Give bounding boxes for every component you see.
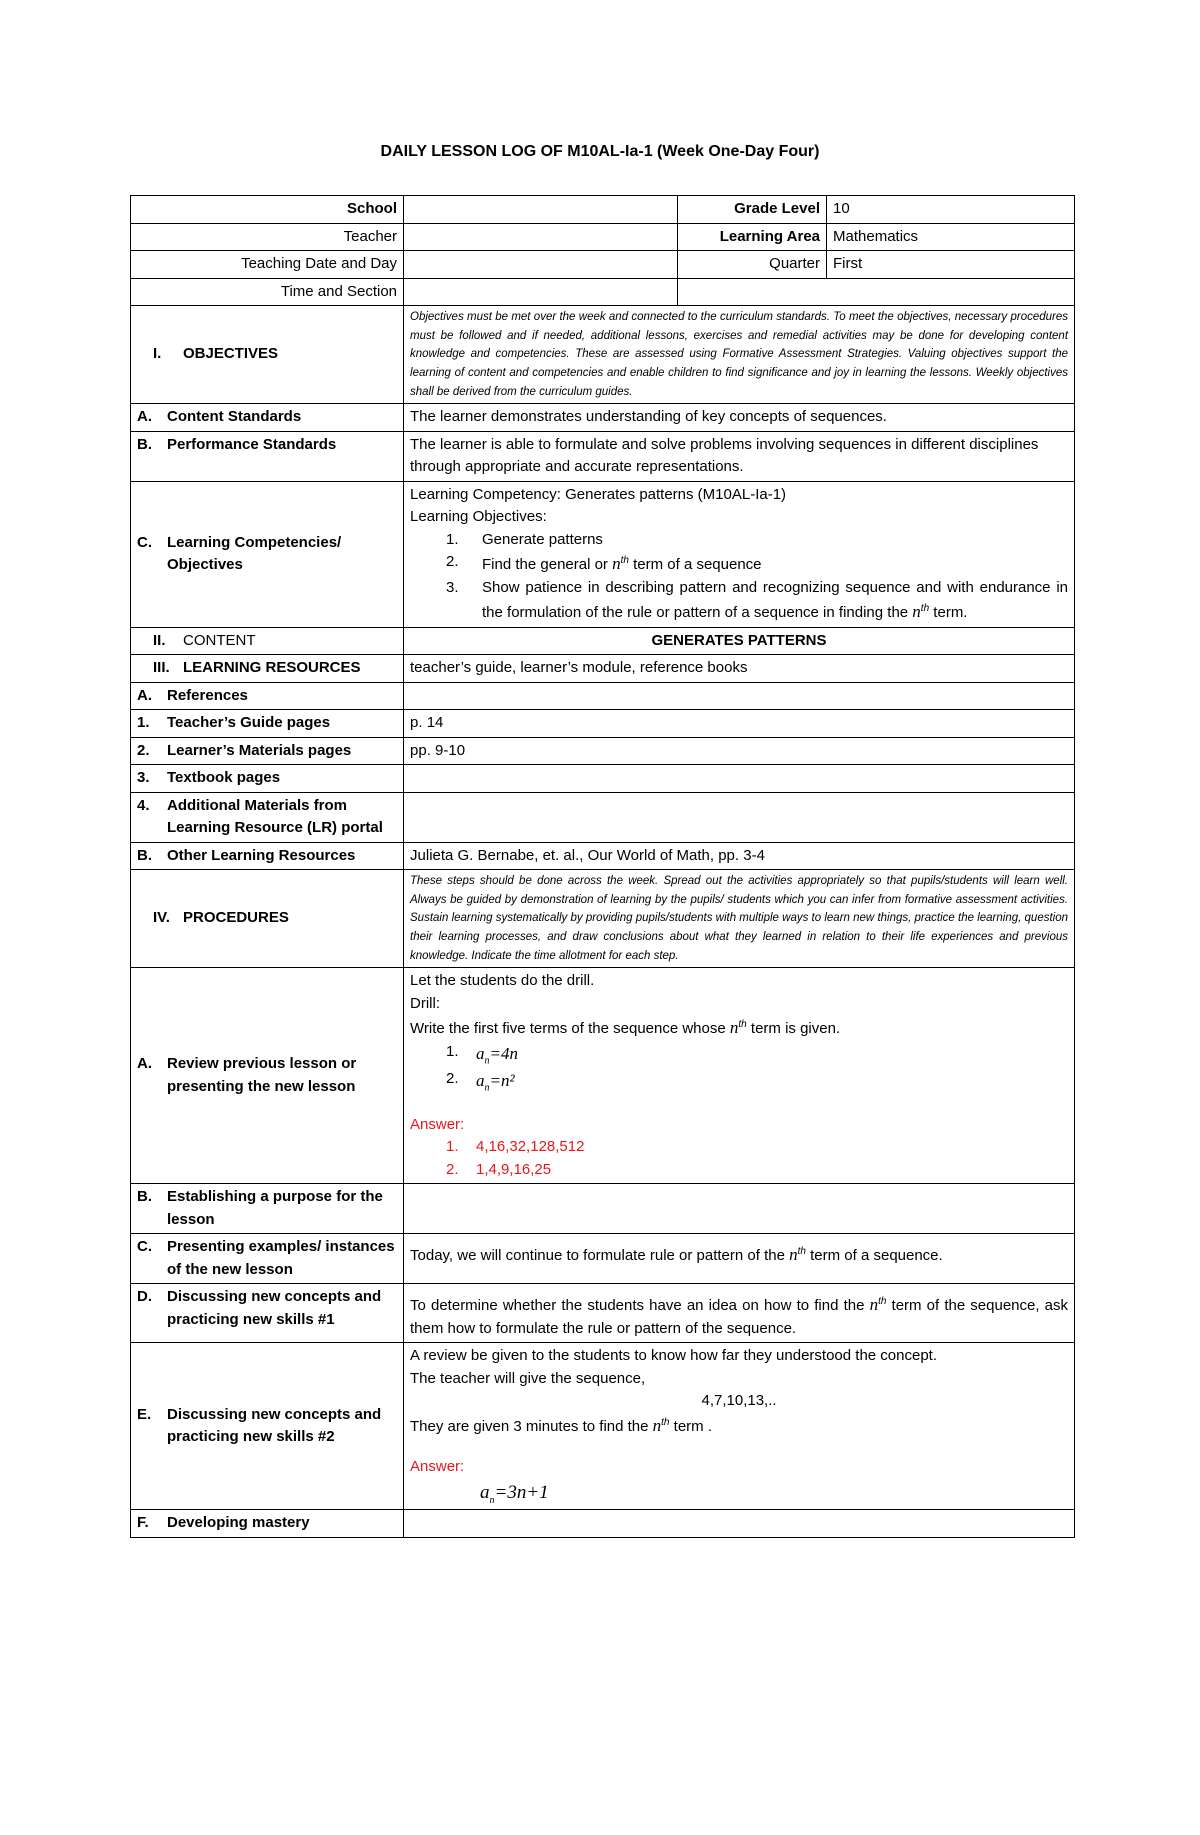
list-item	[410, 529, 1068, 552]
area-label: Learning Area	[678, 223, 827, 251]
item-text-a: Find the general or	[482, 556, 613, 574]
performance-standards-row	[131, 431, 1075, 481]
formula-lhs: a	[480, 1481, 490, 1503]
date-label: Teaching Date and Day	[131, 251, 404, 279]
time-row	[131, 278, 1075, 306]
formula-list	[410, 1041, 1068, 1096]
review-text-b: term is given.	[746, 1020, 841, 1038]
tb-pages-text	[404, 765, 1075, 793]
row-num: III.	[153, 659, 170, 677]
add-materials-text	[404, 792, 1075, 842]
row-num: B.	[137, 1188, 152, 1206]
school-value	[404, 196, 678, 224]
purpose-row	[131, 1184, 1075, 1234]
answer-list	[410, 1136, 1068, 1181]
row-num: IV.	[153, 909, 170, 927]
item-text-a: Show patience in describing pattern and recognizing sequence and with endurance in the formulation of the rule or pattern of a sequence in finding the	[482, 578, 1069, 622]
lm-pages-header	[131, 737, 404, 765]
content-standards-text: The learner demonstrates understanding of key concepts of sequences.	[404, 404, 1075, 432]
tg-pages-text: p. 14	[404, 710, 1075, 738]
objectives-label: OBJECTIVES	[183, 345, 279, 363]
math-var: n	[869, 1295, 879, 1315]
examples-text	[404, 1234, 1075, 1284]
answer-text: 4,16,32,128,512	[476, 1138, 585, 1156]
row-num: A.	[137, 686, 152, 704]
row-label: PROCEDURES	[183, 909, 289, 927]
discuss2-text-b: term .	[669, 1417, 713, 1435]
tg-pages-row	[131, 710, 1075, 738]
competencies-header	[131, 481, 404, 627]
formula-sub: n	[489, 1494, 495, 1506]
procedures-header	[131, 870, 404, 968]
item-text	[482, 577, 1068, 625]
math-sup: th	[620, 555, 629, 567]
resources-row	[131, 655, 1075, 683]
row-num: C.	[137, 533, 152, 551]
performance-standards-header	[131, 431, 404, 481]
answer-label: Answer:	[410, 1115, 465, 1133]
formula	[476, 1068, 515, 1095]
purpose-header	[131, 1184, 404, 1234]
formula-sub: n	[484, 1055, 490, 1067]
row-num: F.	[137, 1514, 149, 1532]
other-resources-text: Julieta G. Bernabe, et. al., Our World of Math, pp. 3-4	[404, 842, 1075, 870]
grade-label: Grade Level	[678, 196, 827, 224]
row-label: Presenting examples/ instances of the new lesson	[167, 1238, 395, 1278]
row-num: B.	[137, 846, 152, 864]
math-sup: th	[920, 603, 930, 615]
examples-row	[131, 1234, 1075, 1284]
tb-pages-row	[131, 765, 1075, 793]
row-label: Learning Competencies/ Objectives	[167, 533, 342, 574]
review-row	[131, 968, 1075, 1184]
time-value-2	[678, 278, 1075, 306]
review-line	[410, 1015, 1068, 1041]
quarter-value: First	[827, 251, 1075, 279]
review-header	[131, 968, 404, 1184]
row-label: Content Standards	[167, 408, 302, 426]
quarter-label: Quarter	[678, 251, 827, 279]
tg-pages-header	[131, 710, 404, 738]
discuss2-line: A review be given to the students to know how far they understood the concept.	[410, 1347, 938, 1365]
date-value	[404, 251, 678, 279]
row-label: Learner’s Materials pages	[167, 741, 352, 759]
objectives-list	[410, 529, 1068, 625]
formula	[476, 1041, 518, 1068]
discuss1-text-b: term of the sequence, ask them how to formulate the rule or pattern of the sequence.	[410, 1297, 1069, 1337]
answer-label: Answer:	[410, 1458, 465, 1476]
row-num: II.	[153, 631, 166, 649]
answer-text: 1,4,9,16,25	[476, 1160, 552, 1178]
other-resources-row	[131, 842, 1075, 870]
content-row	[131, 627, 1075, 655]
row-label: Performance Standards	[167, 435, 337, 453]
row-num: C.	[137, 1238, 152, 1256]
row-num: B.	[137, 435, 152, 453]
item-text: Generate patterns	[482, 530, 603, 548]
formula-lhs: a	[476, 1071, 485, 1091]
time-label: Time and Section	[131, 278, 404, 306]
formula-rhs: =3n+1	[494, 1481, 549, 1503]
list-item	[410, 551, 1068, 577]
row-label: Other Learning Resources	[167, 846, 356, 864]
list-item	[410, 577, 1068, 625]
time-value	[404, 278, 678, 306]
add-materials-header	[131, 792, 404, 842]
tb-pages-header	[131, 765, 404, 793]
date-row	[131, 251, 1075, 279]
math-var: n	[789, 1245, 798, 1265]
discuss2-header	[131, 1343, 404, 1510]
area-value: Mathematics	[827, 223, 1075, 251]
references-text	[404, 682, 1075, 710]
procedures-note: These steps should be done across the week. Spread out the activities appropriately so that pupils/students will learn well. Always be guided by demonstration of learning by the pupils/ students which you can infer from formative assessment activities. Sustain learning systematically by providing pupils/students with multiple ways to learn new things, practice the learning, question their learning processes, and draw conclusions about what they learned in relation to their life experiences and previous knowledge. Indicate the time allotment for each step.	[404, 870, 1075, 968]
item-num: 2.	[446, 553, 459, 571]
page-title: DAILY LESSON LOG OF M10AL-Ia-1 (Week One-Day Four)	[380, 143, 820, 160]
list-item	[410, 1068, 1068, 1095]
row-num: E.	[137, 1405, 152, 1423]
item-num: 2.	[446, 1070, 459, 1088]
row-num: A.	[137, 1055, 152, 1073]
math-var: n	[612, 554, 621, 574]
row-label: Review previous lesson or presenting the new lesson	[167, 1055, 357, 1095]
content-text: GENERATES PATTERNS	[404, 627, 1075, 655]
item-num: 2.	[446, 1160, 459, 1178]
resources-header	[131, 655, 404, 683]
row-label: LEARNING RESOURCES	[183, 659, 361, 677]
row-label: Discussing new concepts and practicing new skills #2	[167, 1405, 382, 1446]
math-sup: th	[661, 1416, 670, 1428]
objectives-num: I.	[153, 345, 162, 363]
lm-pages-row	[131, 737, 1075, 765]
lesson-log-table	[130, 195, 1075, 1538]
examples-text-b: term of a sequence.	[805, 1247, 943, 1265]
item-num: 1.	[446, 1042, 459, 1060]
school-row	[131, 196, 1075, 224]
examples-header	[131, 1234, 404, 1284]
discuss1-text	[404, 1284, 1075, 1343]
math-sup: th	[738, 1019, 747, 1031]
competencies-content	[404, 481, 1075, 627]
answer-formula	[410, 1479, 1068, 1508]
list-item	[410, 1159, 1068, 1182]
row-label: CONTENT	[183, 631, 256, 649]
references-row	[131, 682, 1075, 710]
teacher-row	[131, 223, 1075, 251]
item-text-b: term.	[929, 604, 968, 622]
row-num: D.	[137, 1288, 152, 1306]
row-num: 4.	[137, 796, 150, 814]
item-num: 1.	[446, 530, 459, 548]
math-var: n	[652, 1415, 662, 1435]
math-sup: th	[878, 1296, 887, 1308]
discuss2-content	[404, 1343, 1075, 1510]
review-content	[404, 968, 1075, 1184]
references-header	[131, 682, 404, 710]
item-num: 1.	[446, 1138, 459, 1156]
formula-lhs: a	[476, 1043, 485, 1063]
row-num: 3.	[137, 769, 150, 787]
row-num: 2.	[137, 741, 150, 759]
row-label: Developing mastery	[167, 1514, 310, 1532]
discuss1-row	[131, 1284, 1075, 1343]
review-text-a: Write the first five terms of the sequence whose	[410, 1020, 730, 1038]
objectives-note: Objectives must be met over the week and connected to the curriculum standards. To meet the objectives, necessary procedures must be followed and if needed, additional lessons, exercises and remedial activities may be done for developing content knowledge and competencies. These are assessed using Formative Assessment Strategies. Valuing objectives support the learning of content and competencies and enable children to find significance and joy in learning the lessons. Weekly objectives shall be derived from the curriculum guides.	[404, 306, 1075, 404]
procedures-row	[131, 870, 1075, 968]
discuss2-row	[131, 1343, 1075, 1510]
content-standards-header	[131, 404, 404, 432]
formula-rhs: =4n	[489, 1043, 518, 1063]
teacher-value	[404, 223, 678, 251]
school-label: School	[131, 196, 404, 224]
sequence-text: 4,7,10,13,..	[701, 1392, 777, 1410]
teacher-label: Teacher	[131, 223, 404, 251]
review-line: Let the students do the drill.	[410, 972, 595, 990]
list-item	[410, 1136, 1068, 1159]
row-label: References	[167, 686, 248, 704]
row-num: 1.	[137, 714, 150, 732]
list-item	[410, 1041, 1068, 1068]
discuss2-line	[410, 1413, 1068, 1439]
resources-text: teacher’s guide, learner’s module, reference books	[404, 655, 1075, 683]
math-var: n	[729, 1018, 739, 1038]
row-label: Additional Materials from Learning Resource (LR) portal	[167, 796, 383, 837]
competency-line: Learning Competency: Generates patterns (M10AL-Ia-1)	[410, 485, 787, 503]
discuss1-text-a: To determine whether the students have an idea on how to find the	[410, 1297, 870, 1315]
content-standards-row	[131, 404, 1075, 432]
grade-value: 10	[827, 196, 1075, 224]
row-label: Textbook pages	[167, 769, 281, 787]
discuss2-line: The teacher will give the sequence,	[410, 1369, 646, 1387]
objectives-line: Learning Objectives:	[410, 508, 547, 526]
examples-text-a: Today, we will continue to formulate rule or pattern of the	[410, 1247, 790, 1265]
lm-pages-text: pp. 9-10	[404, 737, 1075, 765]
math-sup: th	[797, 1246, 806, 1258]
row-label: Teacher’s Guide pages	[167, 714, 331, 732]
add-materials-row	[131, 792, 1075, 842]
row-num: A.	[137, 408, 152, 426]
content-header	[131, 627, 404, 655]
purpose-text	[404, 1184, 1075, 1234]
row-label: Discussing new concepts and practicing new skills #1	[167, 1288, 382, 1328]
row-label: Establishing a purpose for the lesson	[167, 1188, 383, 1228]
discuss2-text-a: They are given 3 minutes to find the	[410, 1417, 653, 1435]
mastery-text	[404, 1510, 1075, 1538]
objectives-header	[131, 306, 404, 404]
discuss1-header	[131, 1284, 404, 1343]
formula-rhs: =n²	[489, 1071, 515, 1091]
mastery-header	[131, 1510, 404, 1538]
objectives-row	[131, 306, 1075, 404]
other-resources-header	[131, 842, 404, 870]
mastery-row	[131, 1510, 1075, 1538]
review-line: Drill:	[410, 994, 441, 1012]
item-num: 3.	[446, 578, 459, 596]
item-text	[482, 551, 762, 577]
competencies-row	[131, 481, 1075, 627]
item-text-b: term of a sequence	[628, 556, 762, 574]
performance-standards-text: The learner is able to formulate and solve problems involving sequences in different disciplines through appropriate and accurate representations.	[404, 431, 1075, 481]
math-var: n	[912, 602, 921, 622]
formula-sub: n	[484, 1082, 490, 1094]
